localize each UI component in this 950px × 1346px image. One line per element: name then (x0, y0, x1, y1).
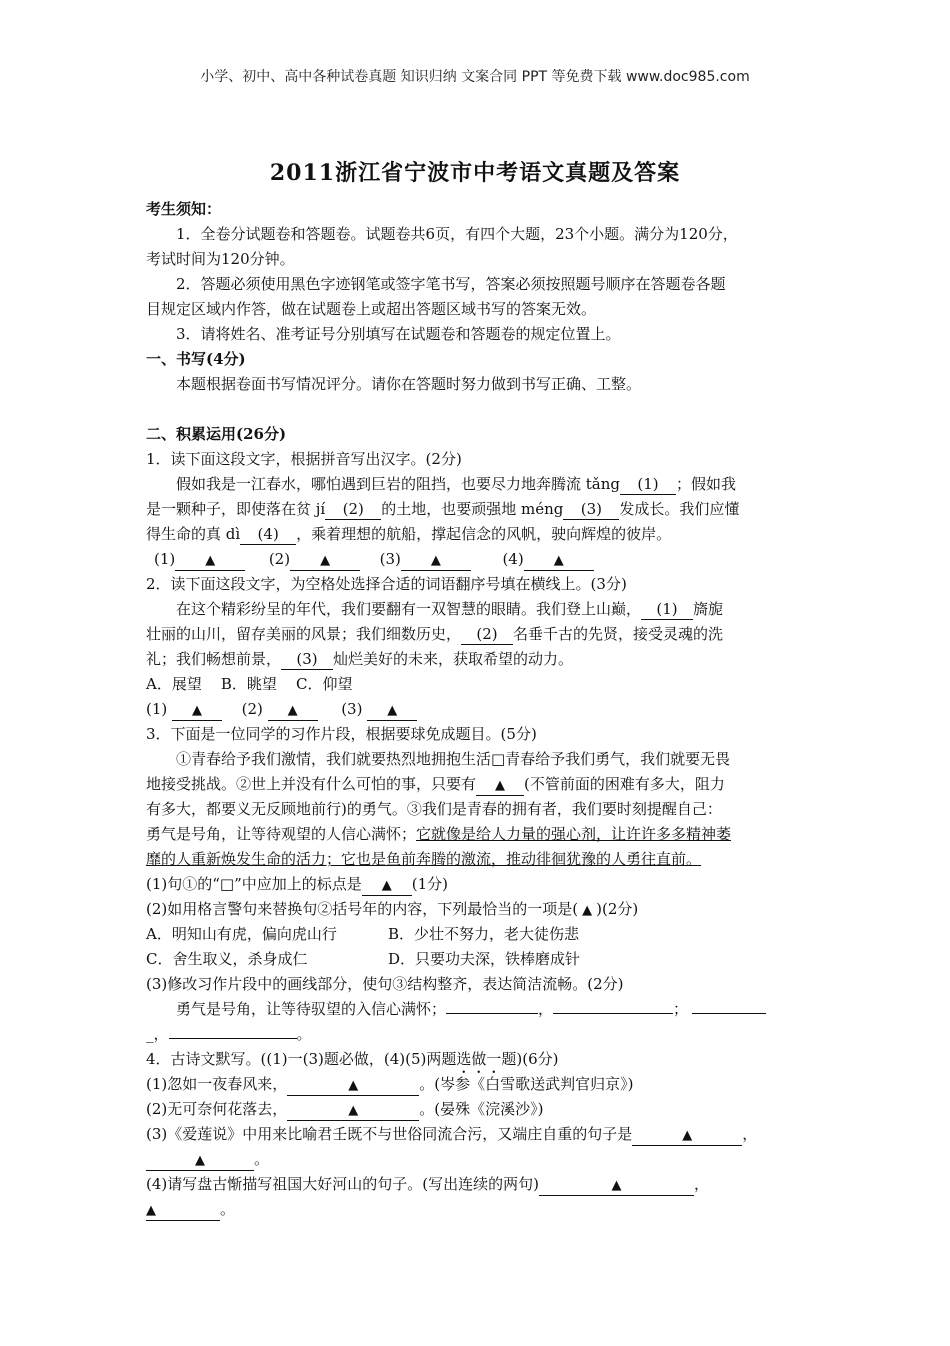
question-stem: 1．读下面这段文字，根据拼音写出汉字。(2分) (146, 450, 462, 468)
answer-blank[interactable]: ▲ (401, 551, 471, 571)
fill-blank[interactable]: (1) (641, 600, 693, 620)
notice-item: 考试时间为120分钟。 (146, 250, 295, 268)
option-row: A．展望 B．眺望 C．仰望 (146, 675, 353, 693)
fill-blank[interactable]: (2) (325, 500, 381, 520)
recite-item: (2)无可奈何花落去， ▲ 。(晏殊《浣溪沙》) (146, 1097, 810, 1122)
notice-item: 1．全卷分试题卷和答题卷。试题卷共6页，有四个大题，23个小题。满分为120分， (176, 225, 738, 243)
site-header: 小学、初中、高中各种试卷真题 知识归纳 文案合同 PPT 等免费下载 www.doc985.com (200, 69, 750, 85)
answer-blank[interactable] (446, 1013, 538, 1014)
recite-item: (4)请写盘古惭描写祖国大好河山的句子。(写出连续的两句) ▲ ， (146, 1172, 810, 1197)
option-row: A．明知山有虎，偏向虎山行 B．少壮不努力，老大徒伤悲 (146, 925, 580, 943)
answer-row: (1) ▲ (2) ▲ (3) ▲ (146, 697, 810, 722)
answer-blank[interactable]: ▲ (524, 551, 594, 571)
answer-blank[interactable]: ▲ (175, 551, 245, 571)
passage-line: 地接受挑战。②世上并没有什么可怕的事，只要有 ▲ (不管前面的困难有多大，阻力 (146, 772, 810, 797)
exam-content (146, 197, 810, 1222)
question-stem: 3．下面是一位同学的习作片段，根据要球免成题目。(5分) (146, 725, 537, 743)
passage-line: 在这个精彩纷呈的年代，我们要翻有一双智慧的眼睛。我们登上山巅， (1) 旖旎 (176, 600, 724, 618)
fill-blank[interactable]: (2) (461, 625, 513, 645)
fill-blank[interactable]: (3) (281, 650, 333, 670)
recite-item: ▲ 。 (146, 1147, 810, 1172)
answer-blank[interactable]: ▲ (362, 876, 412, 896)
section-heading: 二、积累运用(26分) (146, 425, 287, 443)
passage-line: 勇气是号角，让等待观望的人信心满怀；它就像是给人力量的强心剂，让许许多多精神萎 (146, 825, 732, 843)
section-heading: 一、书写(4分) (146, 350, 246, 368)
sub-question: (1)句①的“□”中应加上的标点是 ▲ (1分) (146, 872, 810, 897)
recite-item: (1)忽如一夜春风来， ▲ 。(岑参《白雪歌送武判官归京》) (146, 1072, 810, 1097)
answer-blank[interactable]: ▲ (632, 1126, 742, 1146)
notice-item: 目规定区域内作答，做在试题卷上或超出答题区域书写的答案无效。 (146, 300, 597, 318)
answer-blank[interactable]: ▲ (287, 1101, 419, 1121)
answer-blank[interactable]: ▲ (268, 701, 318, 721)
notice-heading: 考生须知： (146, 200, 222, 218)
fill-blank[interactable]: (4) (240, 525, 296, 545)
rewrite-line: 勇气是号角，让等待驭望的入信心满怀； ， ； (146, 997, 810, 1022)
underlined-text: 靡的人重新焕发生命的活力；它也是鱼前奔腾的激流，推动徘徊犹豫的人勇往直前。 (146, 850, 702, 868)
option-row: C．舍生取义，杀身成仁 D．只要功夫深，铁棒磨成针 (146, 950, 581, 968)
answer-blank[interactable] (553, 1013, 673, 1014)
answer-mark[interactable]: ▲ (582, 903, 593, 918)
answer-blank[interactable] (169, 1038, 297, 1039)
passage-line: 得生命的真 dì (4) ，乘着理想的航船，撑起信念的风帆，驶向辉煌的彼岸。 (146, 525, 672, 543)
passage-line: 有多大，都要义无反顾地前行)的勇气。③我们是青春的拥有者，我们要时刻提醒自己： (146, 800, 722, 818)
answer-blank[interactable]: ▲ (539, 1176, 694, 1196)
answer-blank[interactable]: ▲ (287, 1076, 419, 1096)
recite-item: ▲ 。 (146, 1197, 810, 1222)
answer-blank[interactable] (692, 1013, 766, 1014)
fill-blank[interactable]: (3) (563, 500, 619, 520)
answer-blank[interactable]: ▲ (146, 1201, 220, 1221)
notice-item: 2．答题必须使用黑色字迹钢笔或签字笔书写，答案必须按照题号顺序在答题卷各题 (176, 275, 726, 293)
recite-item: (3)《爱莲说》中用来比喻君壬既不与世俗同流合污，又端庄自重的句子是 ▲ ， (146, 1122, 810, 1147)
page-title: 2011浙江省宁波市中考语文真题及答案 (269, 160, 681, 186)
emphasis-text: 选做一 (456, 1050, 502, 1068)
answer-blank[interactable]: ▲ (146, 1151, 254, 1171)
question-stem: 2．读下面这段文字，为空格处选择合适的词语翻序号填在横线上。(3分) (146, 575, 627, 593)
passage-line: 壮丽的山川，留存美丽的风景；我们细数历史， (2) 名垂千古的先贤，接受灵魂的洗 (146, 625, 724, 643)
fill-blank[interactable]: (1) (620, 475, 676, 495)
underlined-text: 它就像是给人力量的强心剂，让许许多多精神萎 (416, 825, 732, 843)
answer-row: (1) ▲ (2) ▲ (3) ▲ (4) ▲ (146, 547, 810, 572)
answer-blank[interactable]: ▲ (476, 776, 524, 796)
sub-question: (2)如用格言警句来替换句②括号年的内容，下列最恰当的一项是( ▲ )(2分) (146, 900, 639, 918)
notice-item: 3．请将姓名、准考证号分别填写在试题卷和答题卷的规定位置上。 (176, 325, 621, 343)
passage-line: 假如我是一江春水，哪怕遇到巨岩的阻挡，也要尽力地奔腾流 tǎng (1) ；假如我 (176, 475, 737, 493)
rewrite-line: _， 。 (146, 1025, 312, 1043)
section-text: 本题根据卷面书写情况评分。请你在答题时努力做到书写正确、工整。 (176, 375, 642, 393)
passage-line: 礼；我们畅想前景， (3) 灿烂美好的未来，获取希望的动力。 (146, 650, 574, 668)
passage-line: ①青春给予我们激情，我们就要热烈地拥抱生活□青春给予我们勇气，我们就要无畏 (176, 750, 731, 768)
answer-blank[interactable]: ▲ (290, 551, 360, 571)
sub-question: (3)修改习作片段中的画线部分，使句③结构整齐，表达简洁流畅。(2分) (146, 975, 624, 993)
passage-line: 是一颗种子，即使落在贫 jí (2) 的土地，也要顽强地 méng (3) 发成长。我们应懂 (146, 500, 740, 518)
answer-blank[interactable]: ▲ (172, 701, 222, 721)
question-stem: 4．古诗文默写。((1)一(3)题必做，(4)(5)两题选做一题)(6分) (146, 1050, 559, 1068)
answer-blank[interactable]: ▲ (367, 701, 417, 721)
